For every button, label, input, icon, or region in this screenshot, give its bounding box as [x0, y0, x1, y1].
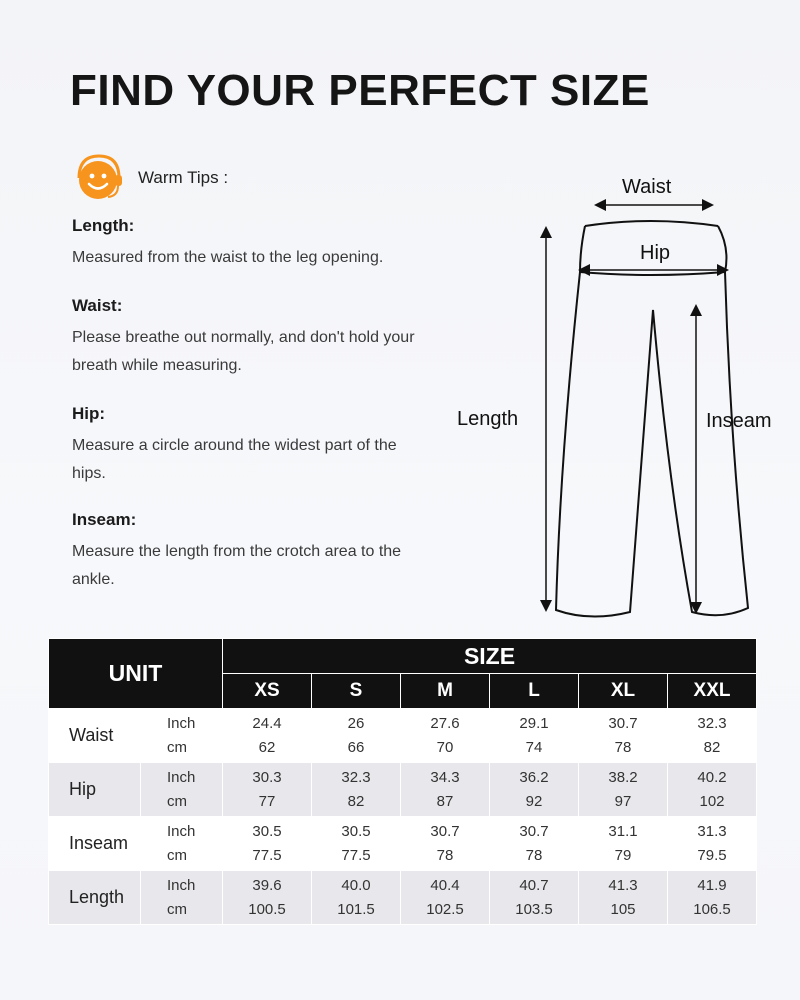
unit-inch: Inch: [167, 714, 196, 732]
diagram-label-length: Length: [457, 408, 519, 430]
table-row-waist: [49, 709, 757, 763]
value-cm: 106.5: [693, 900, 731, 918]
value-inch: 34.3: [430, 768, 460, 786]
unit-cell: [141, 709, 223, 763]
diagram-label-inseam: Inseam: [706, 410, 772, 432]
value-cm: 87: [436, 792, 454, 810]
value-inch: 40.2: [697, 768, 727, 786]
unit-inch: Inch: [167, 822, 196, 840]
table-cell: [401, 817, 490, 871]
value-inch: 36.2: [519, 768, 549, 786]
unit-cm: cm: [167, 846, 187, 864]
value-cm: 100.5: [248, 900, 286, 918]
tip-heading: Inseam:: [72, 510, 137, 529]
warm-tips-header: [72, 150, 228, 206]
value-inch: 41.3: [608, 876, 638, 894]
value-cm: 79.5: [697, 846, 727, 864]
smiley-headset-icon: [72, 150, 128, 206]
value-cm: 66: [347, 738, 365, 756]
value-inch: 39.6: [252, 876, 282, 894]
table-cell: [668, 709, 757, 763]
value-cm: 77.5: [252, 846, 282, 864]
table-cell: [223, 763, 312, 817]
tip-body: Measured from the waist to the leg opening.: [72, 249, 384, 266]
value-cm: 97: [614, 792, 632, 810]
unit-inch: Inch: [167, 876, 196, 894]
pants-diagram: [440, 160, 780, 630]
unit-cm: cm: [167, 900, 187, 918]
unit-cell: [141, 763, 223, 817]
table-cell: [312, 709, 401, 763]
row-label: Length: [49, 871, 141, 925]
row-label: Waist: [49, 709, 141, 763]
unit-header: UNIT: [49, 639, 223, 709]
table-cell: [223, 817, 312, 871]
value-cm: 79: [614, 846, 632, 864]
value-cm: 77.5: [341, 846, 371, 864]
table-row-length: [49, 871, 757, 925]
table-cell: [668, 817, 757, 871]
unit-inch: Inch: [167, 768, 196, 786]
value-inch: 24.4: [252, 714, 282, 732]
table-cell: [579, 763, 668, 817]
table-cell: [401, 709, 490, 763]
size-chart-table: [48, 638, 757, 925]
value-inch: 29.1: [519, 714, 549, 732]
value-inch: 26: [347, 714, 365, 732]
tip-hip: [72, 404, 417, 488]
value-inch: 40.7: [519, 876, 549, 894]
value-inch: 31.1: [608, 822, 638, 840]
value-cm: 78: [614, 738, 632, 756]
table-cell: [490, 817, 579, 871]
tip-body: Please breathe out normally, and don't hold your breath while measuring.: [72, 329, 415, 374]
table-cell: [490, 763, 579, 817]
tip-heading: Length:: [72, 216, 135, 235]
value-cm: 101.5: [337, 900, 375, 918]
value-inch: 38.2: [608, 768, 638, 786]
row-label: Hip: [49, 763, 141, 817]
table-row-inseam: [49, 817, 757, 871]
tip-heading: Hip:: [72, 404, 106, 423]
pants-outline-illustration: [440, 160, 780, 630]
table-cell: [312, 817, 401, 871]
row-label: Inseam: [49, 817, 141, 871]
size-col-header: XL: [579, 674, 668, 709]
value-cm: 78: [436, 846, 454, 864]
unit-cm: cm: [167, 738, 187, 756]
value-inch: 40.0: [341, 876, 371, 894]
table-cell: [401, 871, 490, 925]
value-cm: 102.5: [426, 900, 464, 918]
value-inch: 40.4: [430, 876, 460, 894]
value-cm: 74: [525, 738, 543, 756]
tip-inseam: [72, 510, 417, 594]
table-cell: [490, 709, 579, 763]
tip-length: [72, 216, 442, 272]
diagram-label-hip: Hip: [640, 242, 671, 264]
value-cm: 77: [258, 792, 276, 810]
value-cm: 92: [525, 792, 543, 810]
unit-cell: [141, 871, 223, 925]
value-inch: 27.6: [430, 714, 460, 732]
tip-waist: [72, 296, 432, 380]
value-inch: 31.3: [697, 822, 727, 840]
size-col-header: XS: [223, 674, 312, 709]
value-cm: 103.5: [515, 900, 553, 918]
tip-body: Measure the length from the crotch area to the ankle.: [72, 543, 402, 588]
value-inch: 32.3: [341, 768, 371, 786]
table-cell: [579, 871, 668, 925]
value-inch: 32.3: [697, 714, 727, 732]
value-inch: 30.5: [252, 822, 282, 840]
value-cm: 70: [436, 738, 454, 756]
size-col-header: S: [312, 674, 401, 709]
value-inch: 30.5: [341, 822, 371, 840]
diagram-label-waist: Waist: [622, 176, 672, 198]
size-col-header: L: [490, 674, 579, 709]
value-inch: 30.3: [252, 768, 282, 786]
table-cell: [223, 871, 312, 925]
table-cell: [312, 871, 401, 925]
value-inch: 41.9: [697, 876, 727, 894]
value-cm: 105: [610, 900, 636, 918]
tip-heading: Waist:: [72, 296, 123, 315]
page-title: FIND YOUR PERFECT SIZE: [70, 66, 650, 115]
table-cell: [668, 763, 757, 817]
value-cm: 78: [525, 846, 543, 864]
value-inch: 30.7: [608, 714, 638, 732]
warm-tips-label: Warm Tips :: [138, 168, 229, 187]
value-cm: 82: [703, 738, 721, 756]
unit-cell: [141, 817, 223, 871]
table-row-hip: [49, 763, 757, 817]
size-header: SIZE: [223, 639, 757, 674]
value-inch: 30.7: [519, 822, 549, 840]
unit-cm: cm: [167, 792, 187, 810]
table-cell: [668, 871, 757, 925]
value-inch: 30.7: [430, 822, 460, 840]
table-cell: [490, 871, 579, 925]
table-cell: [312, 763, 401, 817]
table-cell: [579, 817, 668, 871]
value-cm: 102: [699, 792, 725, 810]
table-cell: [579, 709, 668, 763]
table-cell: [223, 709, 312, 763]
size-col-header: XXL: [668, 674, 757, 709]
tip-body: Measure a circle around the widest part of the hips.: [72, 437, 397, 482]
value-cm: 62: [258, 738, 276, 756]
size-col-header: M: [401, 674, 490, 709]
value-cm: 82: [347, 792, 365, 810]
table-cell: [401, 763, 490, 817]
